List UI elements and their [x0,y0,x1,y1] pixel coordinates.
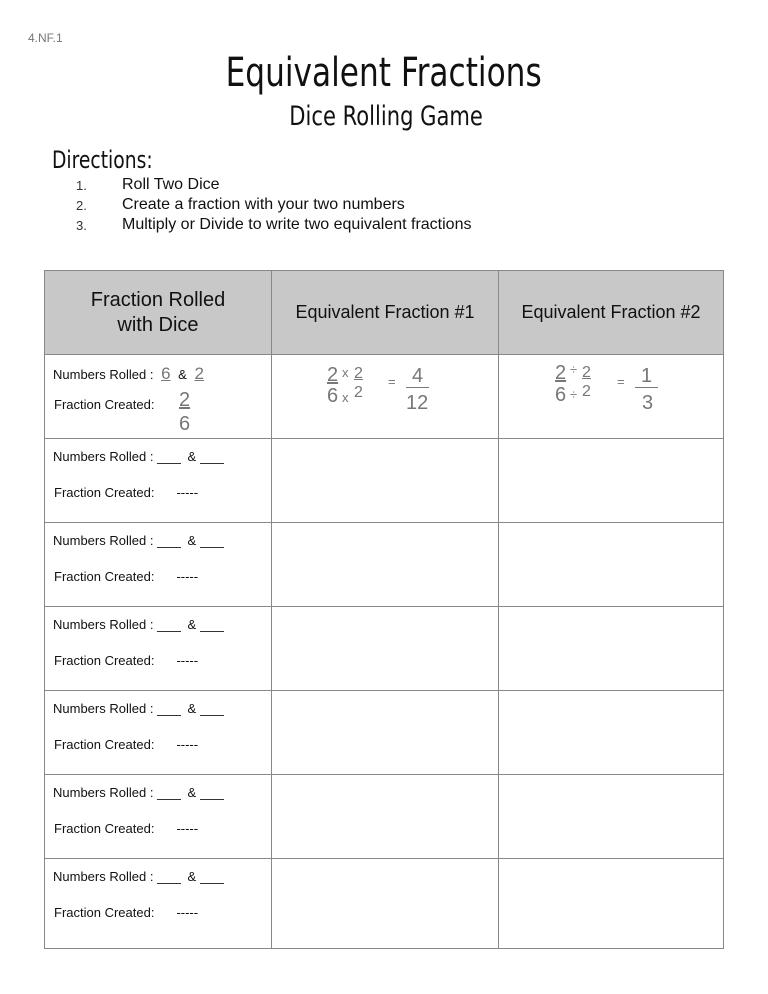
rolled-b-blank[interactable] [200,450,224,464]
eq2-factor-bottom: 2 [582,383,591,400]
eq2-numerator: 2 [555,362,567,384]
fraction-created-label: Fraction Created: [54,397,155,412]
rolled-b-blank[interactable] [200,534,224,548]
page-title: Equivalent Fractions [225,50,543,96]
page-subtitle: Dice Rolling Game [289,101,483,132]
empty-row [45,607,724,691]
rolled-cell [45,691,272,775]
ampersand: & [187,449,197,464]
rolled-cell [45,523,272,607]
table-header-row [45,271,724,355]
eq1-numerator: 2 [327,364,339,386]
empty-row [45,859,724,949]
rolled-a-blank[interactable] [157,870,181,884]
equivalent-1-cell[interactable] [272,607,499,691]
eq2-op-bottom: ÷ [570,387,578,402]
ampersand: & [178,367,187,382]
step-text: Create a fraction with your two numbers [122,196,405,213]
equivalent-2-cell[interactable] [499,607,724,691]
rolled-cell [45,607,272,691]
rolled-a-blank[interactable] [157,786,181,800]
eq1-equals: = [388,374,396,389]
direction-step [76,216,471,236]
header-fraction-rolled: Fraction Rolled with Dice [45,271,272,355]
eq1-result-denominator: 12 [406,392,429,414]
rolled-cell [45,775,272,859]
equivalent-2-cell [499,355,724,439]
numbers-rolled-label: Numbers Rolled : [53,533,154,548]
rolled-b-blank[interactable] [200,702,224,716]
eq1-op-bottom: x [342,390,349,405]
equivalent-1-cell[interactable] [272,775,499,859]
fraction-created-label: Fraction Created: [54,485,155,500]
equivalent-2-cell[interactable] [499,523,724,607]
fraction-blank[interactable]: ----- [176,653,199,668]
numbers-rolled-label: Numbers Rolled : [53,449,154,464]
rolled-b-blank[interactable] [200,618,224,632]
rolled-cell [45,859,272,949]
numbers-rolled-label: Numbers Rolled : [53,367,154,382]
equivalent-2-cell[interactable] [499,439,724,523]
empty-row [45,523,724,607]
rolled-a-blank[interactable] [157,618,181,632]
fraction-created-label: Fraction Created: [54,905,155,920]
eq1-denominator: 6 [327,385,339,407]
rolled-a-blank[interactable] [157,702,181,716]
fraction-created-label: Fraction Created: [54,653,155,668]
fraction-blank[interactable]: ----- [176,485,199,500]
header-equivalent-1: Equivalent Fraction #1 [272,271,499,355]
numbers-rolled-label: Numbers Rolled : [53,617,154,632]
game-table [44,270,724,949]
ampersand: & [187,533,197,548]
equivalent-1-cell[interactable] [272,691,499,775]
eq1-result-numerator: 4 [406,365,429,388]
direction-step [76,176,471,196]
fraction-created-label: Fraction Created: [54,737,155,752]
step-text: Multiply or Divide to write two equivalent fractions [122,216,472,233]
empty-row [45,439,724,523]
fraction-blank[interactable]: ----- [176,905,199,920]
step-text: Roll Two Dice [122,176,220,193]
eq2-result-denominator: 3 [642,392,654,414]
fraction-blank[interactable]: ----- [176,569,199,584]
ampersand: & [187,701,197,716]
equivalent-2-cell[interactable] [499,691,724,775]
rolled-a-blank[interactable] [157,450,181,464]
fraction-created-label: Fraction Created: [54,821,155,836]
fraction-numerator: 2 [179,389,191,411]
rolled-b-blank[interactable] [200,786,224,800]
fraction-denominator: 6 [179,413,191,435]
eq1-factor-top: 2 [354,365,363,382]
numbers-rolled-label: Numbers Rolled : [53,785,154,800]
eq2-op-top: ÷ [570,362,578,377]
directions-list [76,176,471,236]
header-equivalent-2: Equivalent Fraction #2 [499,271,724,355]
equivalent-1-cell[interactable] [272,523,499,607]
eq2-factor-top: 2 [582,364,591,381]
rolled-cell [45,439,272,523]
standard-code: 4.NF.1 [28,31,63,45]
rolled-a-blank[interactable] [157,534,181,548]
equivalent-1-cell[interactable] [272,439,499,523]
fraction-blank[interactable]: ----- [176,737,199,752]
rolled-a[interactable]: 6 [161,364,171,383]
ampersand: & [187,785,197,800]
equivalent-1-cell[interactable] [272,859,499,949]
rolled-b[interactable]: 2 [194,364,204,383]
eq2-denominator: 6 [555,384,567,406]
numbers-rolled-label: Numbers Rolled : [53,701,154,716]
equivalent-2-cell[interactable] [499,859,724,949]
eq2-result-numerator: 1 [635,365,658,388]
numbers-rolled-label: Numbers Rolled : [53,869,154,884]
equivalent-2-cell[interactable] [499,775,724,859]
fraction-blank[interactable]: ----- [176,821,199,836]
direction-step [76,196,471,216]
step-number: 2. [76,198,87,213]
eq1-op-top: x [342,365,349,380]
example-row [45,355,724,439]
rolled-cell [45,355,272,439]
eq2-equals: = [617,374,625,389]
equivalent-1-cell [272,355,499,439]
ampersand: & [187,617,197,632]
fraction-created-label: Fraction Created: [54,569,155,584]
step-number: 3. [76,218,87,233]
empty-row [45,691,724,775]
step-number: 1. [76,178,87,193]
eq1-factor-bottom: 2 [354,384,363,401]
empty-row [45,775,724,859]
rolled-b-blank[interactable] [200,870,224,884]
directions-heading: Directions: [52,146,153,174]
ampersand: & [187,869,197,884]
